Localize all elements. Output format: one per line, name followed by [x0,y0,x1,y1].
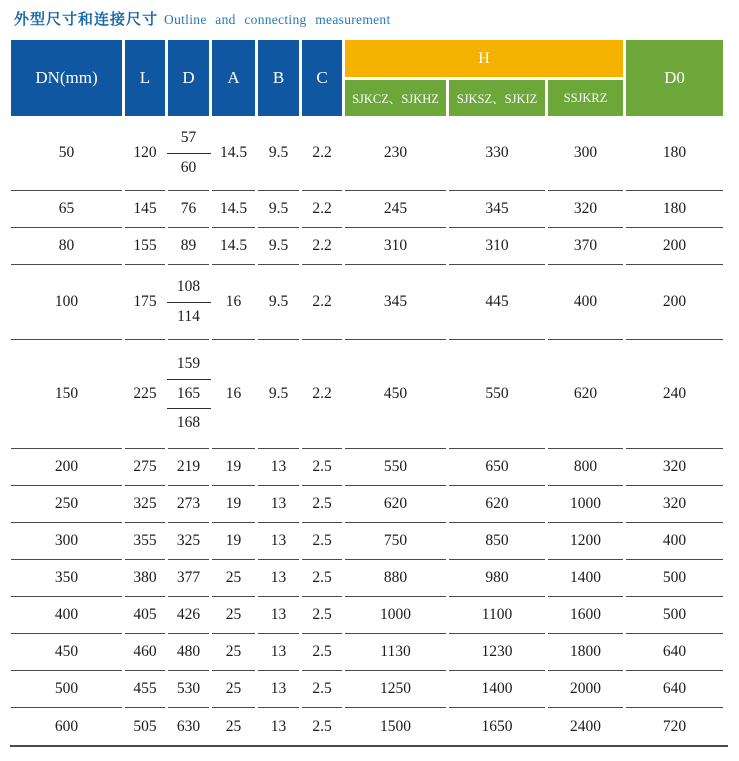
cell-h2: 1230 [449,634,545,671]
cell-d0: 200 [626,228,723,265]
cell-l: 155 [125,228,165,265]
table-bottom-rule [10,745,728,747]
table-header [11,40,723,116]
cell-d: 89 [168,228,209,265]
cell-h3: 1600 [548,597,623,634]
cell-b: 13 [258,449,299,486]
cell-b: 13 [258,671,299,708]
cell-l: 505 [133,717,157,735]
cell-dn: 150 [11,340,122,449]
cell-a: 19 [212,449,255,486]
cell-h1: 1000 [345,597,446,634]
cell-d0: 500 [626,560,723,597]
cell-h1: 550 [345,449,446,486]
cell-d0: 320 [626,486,723,523]
cell-a: 25 [225,717,242,735]
fraction-bar [167,408,211,409]
cell-h2: 650 [449,449,545,486]
cell-a: 25 [212,634,255,671]
cell-d0: 320 [626,449,723,486]
d-value-stack [168,277,209,328]
cell-h1: 230 [345,116,446,191]
cell-c: 2.2 [302,265,342,340]
cell-dn: 300 [11,523,122,560]
cell-d: 480 [168,634,209,671]
cell-h3: 320 [548,191,623,228]
cell-a: 25 [212,597,255,634]
cell-d [168,340,209,449]
cell-h2: 980 [449,560,545,597]
cell-a: 19 [212,523,255,560]
cell-d: 273 [168,486,209,523]
cell-h3: 1200 [548,523,623,560]
cell-d: 219 [168,449,209,486]
cell-h2: 445 [449,265,545,340]
cell-dn: 450 [11,634,122,671]
cell-d0: 180 [626,191,723,228]
cell-l: 145 [125,191,165,228]
col-header-l: L [125,40,165,116]
cell-h1: 1130 [345,634,446,671]
cell-h2: 620 [449,486,545,523]
cell-l: 380 [125,560,165,597]
cell-h3: 2000 [548,671,623,708]
cell-h1: 880 [345,560,446,597]
cell-b: 13 [270,717,287,735]
cell-c: 2.5 [312,717,332,735]
cell-b: 13 [258,486,299,523]
cell-b: 9.5 [258,265,299,340]
table-row [11,449,723,486]
cell-h1: 1250 [345,671,446,708]
dimensions-table [8,40,726,745]
cell-h3: 620 [548,340,623,449]
table-row [11,340,723,449]
table-row [11,486,723,523]
fraction-bar [167,379,211,380]
col-header-h-sub-2: SJKSZ、SJKIZ [449,80,545,116]
cell-dn: 100 [11,265,122,340]
cell-h1: 750 [345,523,446,560]
cell-h2: 345 [449,191,545,228]
title-chinese: 外型尺寸和连接尺寸 [14,11,159,28]
col-header-h-sub-1: SJKCZ、SJKHZ [345,80,446,116]
cell-a: 25 [212,560,255,597]
cell-dn: 400 [11,597,122,634]
col-header-a: A [212,40,255,116]
d-value: 159 [176,354,201,372]
cell-c: 2.5 [302,671,342,708]
cell-l: 325 [125,486,165,523]
cell-h3: 1800 [548,634,623,671]
cell-dn: 250 [11,486,122,523]
cell-a: 19 [212,486,255,523]
cell-c: 2.5 [302,560,342,597]
cell-d0: 500 [626,597,723,634]
cell-l: 175 [125,265,165,340]
cell-dn: 50 [11,116,122,191]
cell-h3: 2400 [570,717,602,735]
table-row [11,560,723,597]
cell-dn: 500 [11,671,122,708]
cell-d: 377 [168,560,209,597]
cell-dn: 80 [11,228,122,265]
col-header-h-group: H [345,40,623,80]
d-value-stack [168,354,209,435]
cell-h3: 800 [548,449,623,486]
cell-c: 2.5 [302,597,342,634]
table-row [11,708,723,745]
cell-a: 14.5 [212,228,255,265]
col-header-b: B [258,40,299,116]
table-row [11,671,723,708]
col-header-d0: D0 [626,40,723,116]
cell-h1: 620 [345,486,446,523]
cell-h1: 450 [345,340,446,449]
cell-b: 9.5 [258,191,299,228]
cell-c: 2.5 [302,449,342,486]
cell-dn: 600 [54,717,79,735]
table-row [11,228,723,265]
cell-h2: 850 [449,523,545,560]
cell-h2: 310 [449,228,545,265]
cell-d0: 400 [626,523,723,560]
cell-c: 2.2 [302,191,342,228]
cell-l: 405 [125,597,165,634]
cell-dn: 350 [11,560,122,597]
table-row [11,116,723,191]
cell-b: 13 [258,634,299,671]
cell-d [168,265,209,340]
cell-h2: 550 [449,340,545,449]
cell-a: 16 [212,265,255,340]
cell-h3: 400 [548,265,623,340]
d-value: 114 [177,307,200,325]
cell-c: 2.2 [302,340,342,449]
fraction-bar [167,302,211,303]
cell-l: 120 [125,116,165,191]
table-row [11,523,723,560]
cell-d0: 180 [626,116,723,191]
cell-a: 14.5 [212,116,255,191]
cell-l: 275 [125,449,165,486]
page-title [14,8,731,29]
table-row [11,597,723,634]
cell-b: 13 [258,523,299,560]
d-value-stack [168,128,209,179]
cell-a: 25 [212,671,255,708]
cell-dn: 200 [11,449,122,486]
cell-dn: 65 [11,191,122,228]
cell-d: 426 [168,597,209,634]
table-row [11,634,723,671]
cell-h3: 1000 [548,486,623,523]
cell-b: 13 [258,560,299,597]
title-english: Outline and connecting measurement [164,12,391,27]
cell-c: 2.5 [302,523,342,560]
cell-h3: 300 [548,116,623,191]
cell-d [168,116,209,191]
col-header-h-sub-3: SSJKRZ [548,80,623,116]
cell-h2: 1400 [449,671,545,708]
fraction-bar [167,153,211,154]
cell-d0: 200 [626,265,723,340]
table-row [11,191,723,228]
cell-h1: 1500 [380,717,411,735]
cell-d: 530 [168,671,209,708]
cell-d0: 640 [626,671,723,708]
cell-h3: 1400 [548,560,623,597]
table-body [11,116,723,745]
cell-b: 9.5 [258,228,299,265]
cell-b: 9.5 [258,116,299,191]
cell-c: 2.2 [302,116,342,191]
cell-h2: 330 [449,116,545,191]
cell-h2: 1650 [481,717,513,735]
cell-l: 460 [125,634,165,671]
cell-b: 9.5 [258,340,299,449]
cell-l: 355 [125,523,165,560]
cell-h2: 1100 [449,597,545,634]
cell-a: 16 [212,340,255,449]
cell-a: 14.5 [212,191,255,228]
d-value: 60 [180,158,197,176]
cell-d: 630 [176,717,201,735]
cell-d0: 720 [662,717,687,735]
cell-l: 455 [125,671,165,708]
cell-c: 2.5 [302,634,342,671]
d-value: 165 [176,384,201,402]
cell-h1: 310 [345,228,446,265]
cell-d0: 640 [626,634,723,671]
cell-l: 225 [125,340,165,449]
table-row [11,265,723,340]
cell-h1: 245 [345,191,446,228]
col-header-c: C [302,40,342,116]
cell-c: 2.5 [302,486,342,523]
cell-h1: 345 [345,265,446,340]
cell-d: 76 [168,191,209,228]
col-header-d: D [168,40,209,116]
cell-d: 325 [168,523,209,560]
d-value: 57 [180,128,197,146]
cell-h3: 370 [548,228,623,265]
cell-b: 13 [258,597,299,634]
cell-c: 2.2 [302,228,342,265]
cell-d0: 240 [626,340,723,449]
d-value: 168 [176,414,201,432]
col-header-dn: DN(mm) [11,40,122,116]
d-value: 108 [176,277,201,295]
